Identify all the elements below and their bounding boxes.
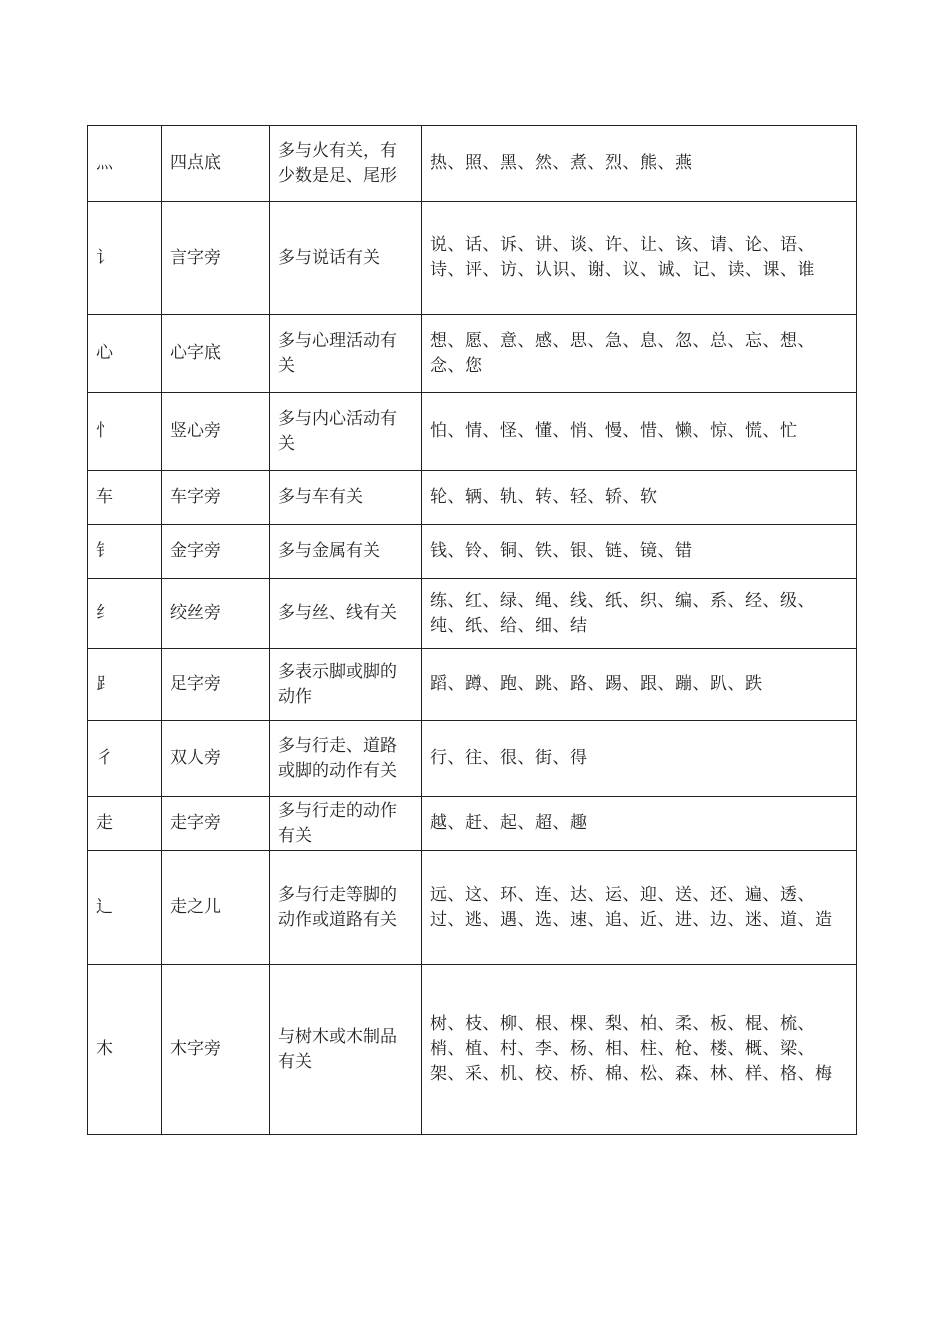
- radical-cell: 彳: [88, 721, 162, 797]
- radical-cell: 讠: [88, 202, 162, 315]
- radical-name-cell: 木字旁: [162, 965, 270, 1135]
- examples-cell: 蹈、蹲、跑、跳、路、踢、跟、蹦、趴、跌: [422, 649, 857, 721]
- radical-name-cell: 足字旁: [162, 649, 270, 721]
- table-row: [88, 525, 857, 579]
- radical-cell: 车: [88, 471, 162, 525]
- radical-cell: 辶: [88, 851, 162, 965]
- examples-cell: 钱、铃、铜、铁、银、链、镜、错: [422, 525, 857, 579]
- radical-cell: 灬: [88, 126, 162, 202]
- examples-cell: 越、赶、起、超、趣: [422, 797, 857, 851]
- examples-cell: 远、这、环、连、达、运、迎、送、还、遍、透、过、逃、遇、选、速、追、近、进、边、迷、道、造: [422, 851, 857, 965]
- meaning-cell: 与树木或木制品有关: [270, 965, 422, 1135]
- radical-name-cell: 绞丝旁: [162, 579, 270, 649]
- radical-name-cell: 车字旁: [162, 471, 270, 525]
- radical-cell: ⻊: [88, 649, 162, 721]
- meaning-cell: 多与行走等脚的动作或道路有关: [270, 851, 422, 965]
- radical-name-cell: 心字底: [162, 315, 270, 393]
- meaning-cell: 多与火有关，有少数是足、尾形: [270, 126, 422, 202]
- radicals-table: [87, 125, 857, 1135]
- meaning-cell: 多与心理活动有关: [270, 315, 422, 393]
- meaning-cell: 多与车有关: [270, 471, 422, 525]
- radical-cell: 木: [88, 965, 162, 1135]
- meaning-cell: 多表示脚或脚的动作: [270, 649, 422, 721]
- meaning-cell: 多与行走的动作有关: [270, 797, 422, 851]
- table-row: [88, 797, 857, 851]
- examples-cell: 怕、情、怪、懂、悄、慢、惜、懒、惊、慌、忙: [422, 393, 857, 471]
- table-row: [88, 649, 857, 721]
- table-row: [88, 393, 857, 471]
- meaning-cell: 多与丝、线有关: [270, 579, 422, 649]
- radical-name-cell: 金字旁: [162, 525, 270, 579]
- table-row: [88, 471, 857, 525]
- radical-cell: 忄: [88, 393, 162, 471]
- examples-cell: 说、话、诉、讲、谈、许、让、该、请、论、语、诗、评、访、认识、谢、议、诚、记、读、课、谁: [422, 202, 857, 315]
- radical-name-cell: 言字旁: [162, 202, 270, 315]
- table-row: [88, 126, 857, 202]
- table-row: [88, 721, 857, 797]
- examples-cell: 热、照、黑、然、煮、烈、熊、燕: [422, 126, 857, 202]
- radical-name-cell: 走字旁: [162, 797, 270, 851]
- meaning-cell: 多与说话有关: [270, 202, 422, 315]
- examples-cell: 轮、辆、轨、转、轻、轿、软: [422, 471, 857, 525]
- radical-cell: 走: [88, 797, 162, 851]
- radical-name-cell: 四点底: [162, 126, 270, 202]
- radical-cell: 钅: [88, 525, 162, 579]
- table-row: [88, 315, 857, 393]
- meaning-cell: 多与金属有关: [270, 525, 422, 579]
- radical-name-cell: 竖心旁: [162, 393, 270, 471]
- radical-cell: 心: [88, 315, 162, 393]
- examples-cell: 树、枝、柳、根、棵、梨、柏、柔、板、棍、梳、梢、植、村、李、杨、相、柱、枪、楼、概、梁、架、采、机、校、桥、棉、松、森、林、样、格、梅: [422, 965, 857, 1135]
- table-row: [88, 965, 857, 1135]
- examples-cell: 练、红、绿、绳、线、纸、织、编、系、经、级、纯、纸、给、细、结: [422, 579, 857, 649]
- examples-cell: 行、往、很、街、得: [422, 721, 857, 797]
- radical-cell: 纟: [88, 579, 162, 649]
- meaning-cell: 多与内心活动有关: [270, 393, 422, 471]
- radical-name-cell: 走之儿: [162, 851, 270, 965]
- radical-name-cell: 双人旁: [162, 721, 270, 797]
- table-row: [88, 851, 857, 965]
- meaning-cell: 多与行走、道路或脚的动作有关: [270, 721, 422, 797]
- examples-cell: 想、愿、意、感、思、急、息、忽、总、忘、想、念、您: [422, 315, 857, 393]
- table-row: [88, 202, 857, 315]
- table-row: [88, 579, 857, 649]
